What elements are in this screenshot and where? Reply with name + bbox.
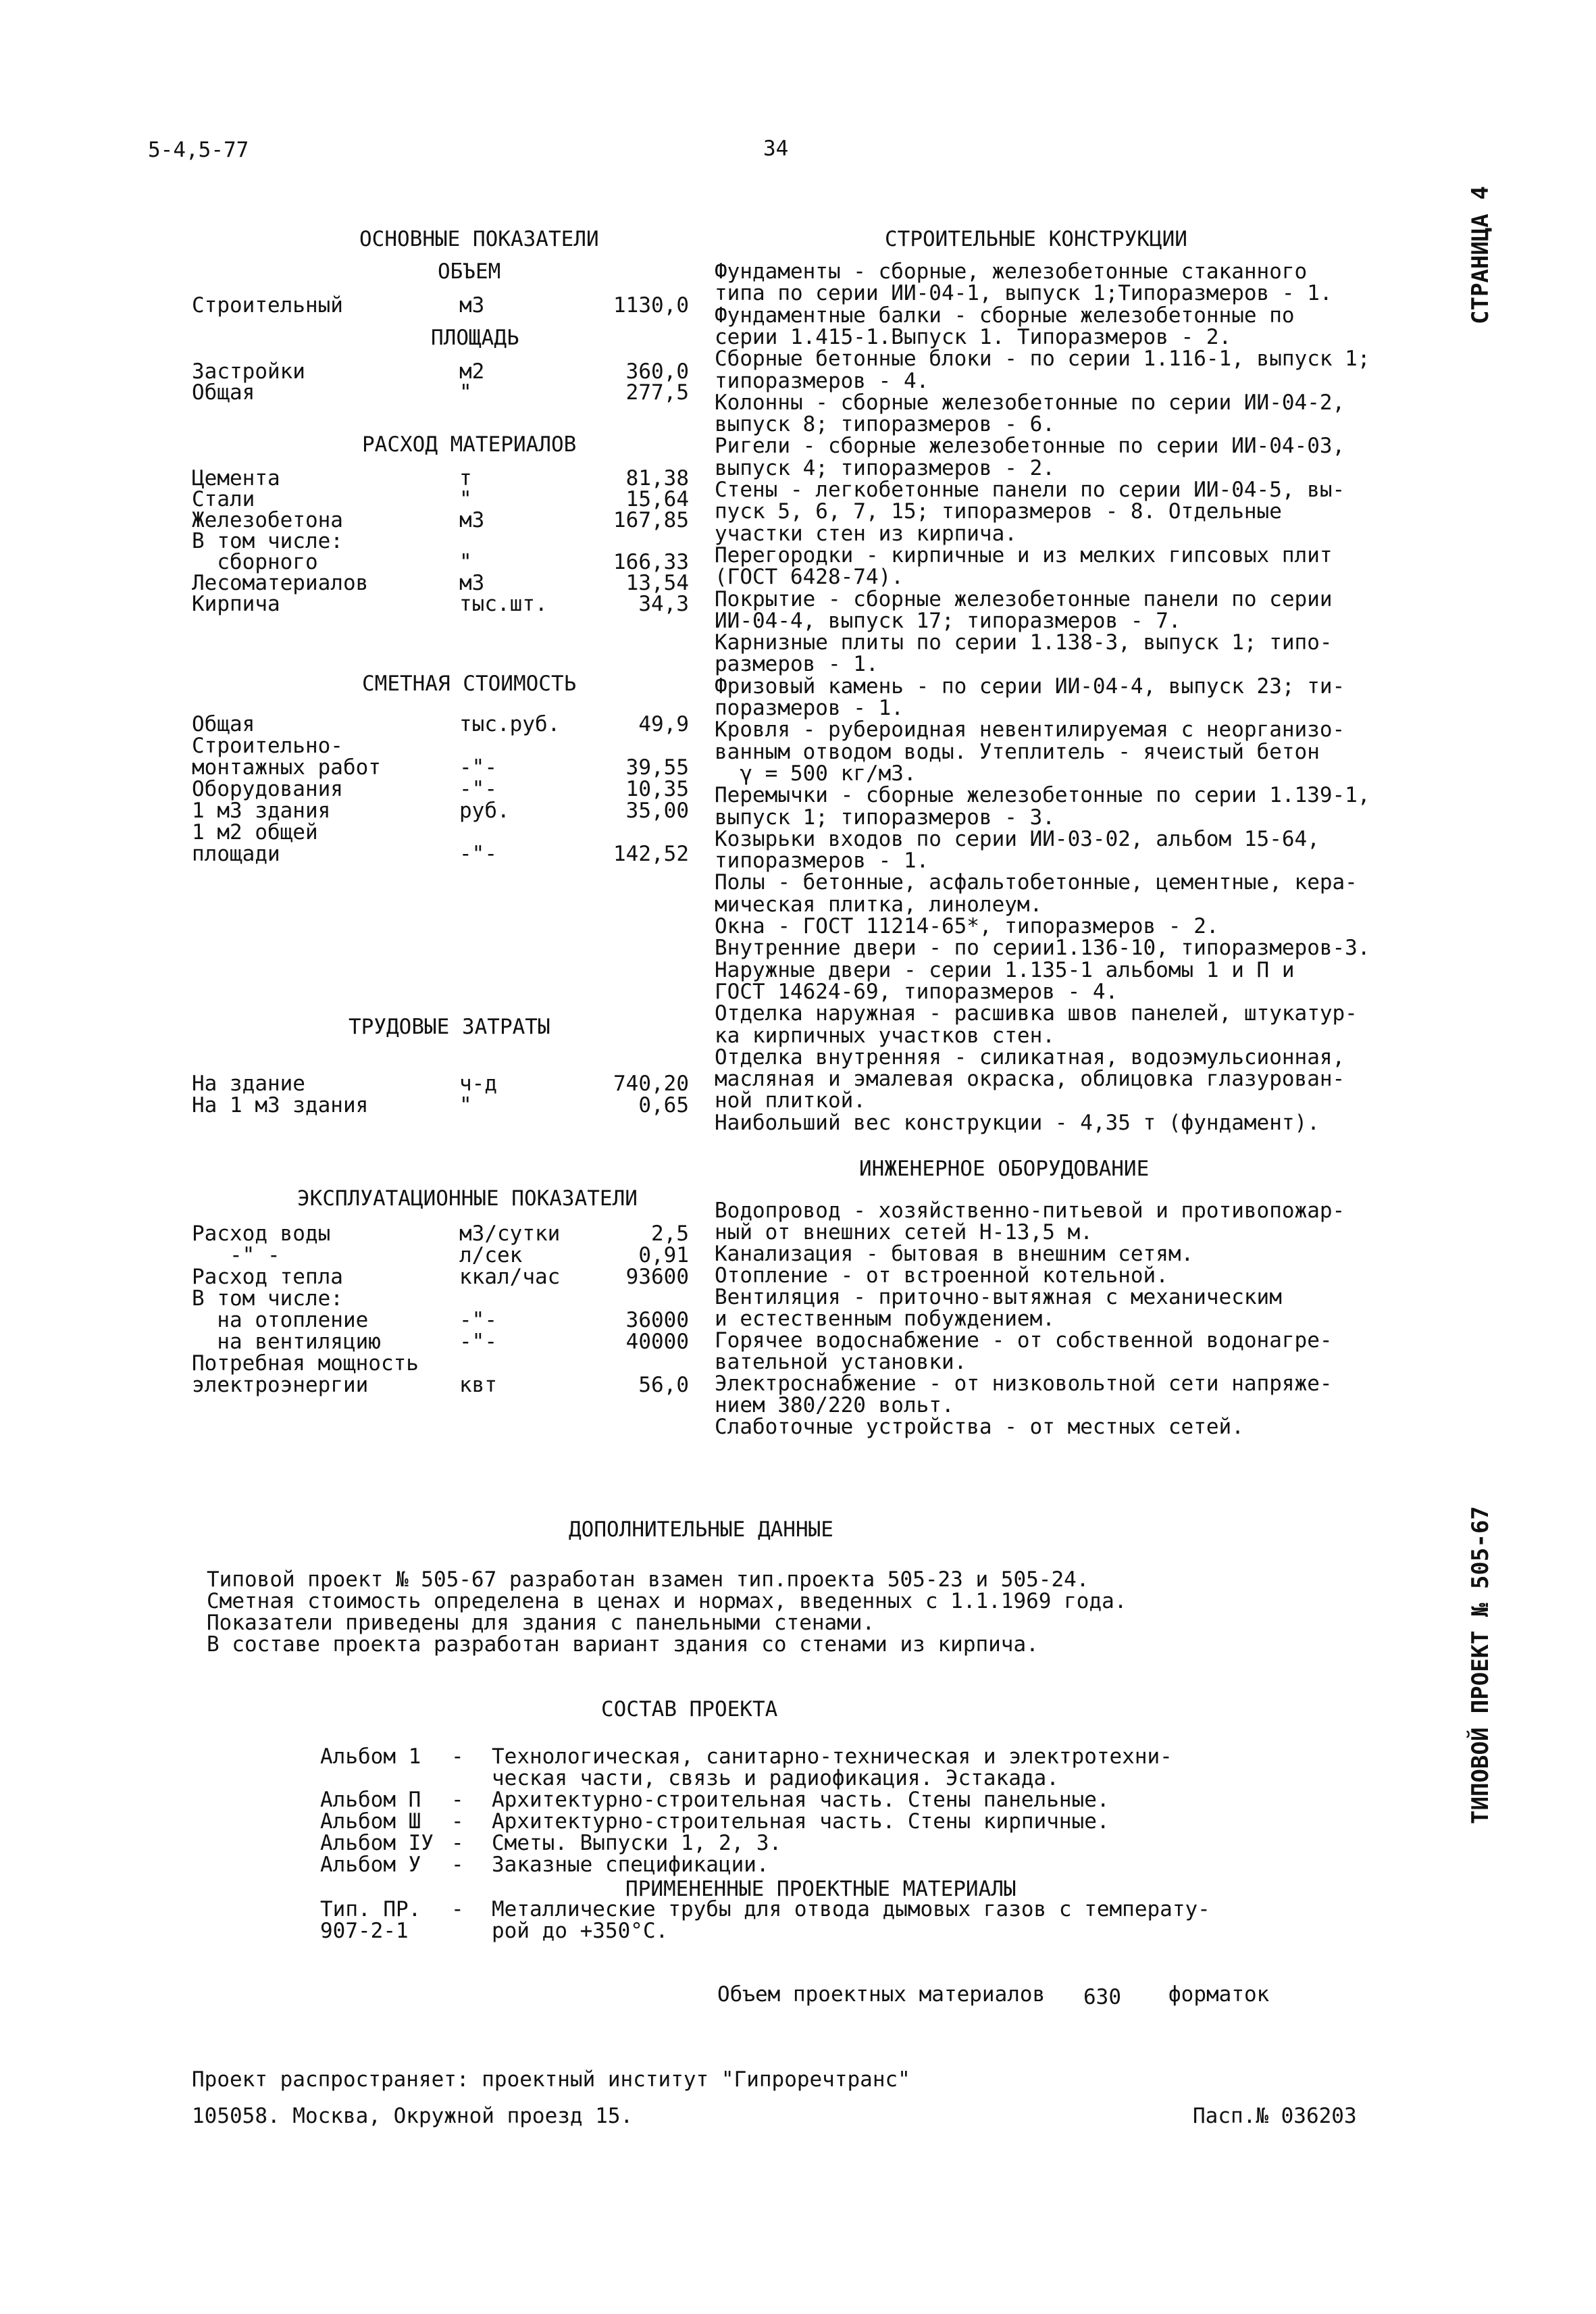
text-line: выпуск 4; типоразмеров - 2.	[715, 455, 1055, 480]
text-line: Полы - бетонные, асфальтобетонные, цементные, кера-	[715, 870, 1358, 895]
text-line: ГОСТ 14624-69, типоразмеров - 4.	[715, 979, 1118, 1004]
row-value: 0,91	[638, 1243, 689, 1267]
side-page-label: СТРАНИЦА 4	[1467, 186, 1494, 324]
indicator-row	[0, 509, 716, 532]
text-line: Канализация - бытовая в внешним сетям.	[715, 1242, 1194, 1266]
labor-heading: ТРУДОВЫЕ ЗАТРАТЫ	[349, 1015, 550, 1039]
text-line: Сметная стоимость определена в ценах и нормах, введенных с 1.1.1969 года.	[207, 1589, 1127, 1613]
text-line: масляная и эмалевая окраска, облицовка глазурован-	[715, 1067, 1345, 1092]
text-line: В составе проекта разработан вариант здания со стенами из кирпича.	[207, 1632, 1039, 1657]
text-line: Перегородки - кирпичные и из мелких гипсовых плит	[715, 543, 1333, 568]
row-label: Потребная мощность	[192, 1351, 419, 1376]
row-unit: руб.	[459, 799, 510, 823]
indicator-row	[0, 1353, 716, 1375]
row-unit: "	[459, 487, 472, 511]
album-text: ческая части, связь и радиофикация. Эстакада.	[492, 1766, 1059, 1790]
row-value: 740,20	[613, 1072, 689, 1096]
text-line: ванным отводом воды. Утеплитель - ячеистый бетон	[715, 739, 1320, 764]
text-line: Наибольший вес конструкции - 4,35 т (фундамент).	[715, 1110, 1320, 1135]
row-value: 166,33	[613, 550, 689, 574]
indicator-row	[0, 1331, 716, 1353]
album-name: 907-2-1	[320, 1919, 409, 1943]
album-row	[0, 1767, 1351, 1790]
indicator-row	[0, 778, 716, 801]
row-value: 81,38	[625, 466, 689, 491]
indicator-row	[0, 1223, 716, 1245]
row-label: На здание	[192, 1072, 305, 1096]
album-row	[0, 1832, 1351, 1855]
text-line: вательной установки.	[715, 1350, 967, 1374]
row-value: 35,00	[625, 799, 689, 823]
row-value: 10,35	[625, 777, 689, 801]
row-value: 167,85	[613, 508, 689, 532]
album-row	[0, 1789, 1351, 1811]
row-label: 1 м2 общей	[192, 820, 318, 845]
row-label: Застройки	[192, 359, 305, 384]
row-label: Кирпича	[192, 592, 280, 616]
album-text: Заказные спецификации.	[492, 1853, 769, 1877]
text-line: Слаботочные устройства - от местных сетей.	[715, 1415, 1244, 1439]
album-name: Альбом У	[320, 1853, 421, 1877]
row-unit: квт	[459, 1373, 497, 1397]
text-line: типа по серии ИИ-04-1, выпуск 1;Типоразмеров - 1.	[715, 281, 1333, 306]
indicator-row	[0, 468, 716, 490]
constructions-title: СТРОИТЕЛЬНЫЕ КОНСТРУКЦИИ	[885, 227, 1187, 251]
text-line: серии 1.415-1.Выпуск 1. Типоразмеров - 2.	[715, 324, 1232, 349]
album-dash: -	[451, 1831, 464, 1855]
row-label: 1 м3 здания	[192, 799, 331, 823]
indicator-row	[0, 843, 716, 865]
volume-prefix: Объем проектных материалов	[717, 1982, 1046, 2007]
album-name: Альбом П	[320, 1788, 421, 1812]
engineering-title: ИНЖЕНЕРНОЕ ОБОРУДОВАНИЕ	[859, 1157, 1150, 1181]
row-value: 15,64	[625, 487, 689, 511]
row-label: на вентиляцию	[192, 1330, 381, 1354]
album-name: Альбом Ш	[320, 1809, 421, 1834]
album-dash: -	[451, 1744, 464, 1769]
text-line: участки стен из кирпича.	[715, 521, 1017, 546]
row-unit: тыс.руб.	[459, 712, 561, 736]
text-line: и естественным побуждением.	[715, 1307, 1055, 1331]
row-value: 2,5	[651, 1222, 689, 1246]
additional-title: ДОПОЛНИТЕЛЬНЫЕ ДАННЫЕ	[569, 1517, 833, 1542]
row-value: 277,5	[625, 380, 689, 405]
row-unit: м2	[459, 359, 485, 384]
text-line: Электроснабжение - от низковольтной сети напряже-	[715, 1372, 1333, 1396]
indicator-row	[0, 1309, 716, 1332]
applied-title: ПРИМЕНЕННЫЕ ПРОЕКТНЫЕ МАТЕРИАЛЫ	[625, 1877, 1016, 1901]
indicators-title: ОСНОВНЫЕ ПОКАЗАТЕЛИ	[359, 227, 599, 251]
text-line: ной плиткой.	[715, 1088, 866, 1113]
row-value: 13,54	[625, 571, 689, 595]
row-label: электроэнергии	[192, 1373, 369, 1397]
row-label: В том числе:	[192, 1286, 343, 1311]
footer-distributor: Проект распространяет: проектный институт "Гипроречтранс"	[192, 2067, 910, 2092]
side-project-label: ТИПОВОЙ ПРОЕКТ № 505-67	[1467, 1506, 1494, 1824]
row-value: 49,9	[638, 712, 689, 736]
text-line: Водопровод - хозяйственно-питьевой и противопожар-	[715, 1199, 1345, 1223]
footer-passport: Пасп.№ 036203	[1193, 2104, 1357, 2128]
album-name: Альбом 1	[320, 1744, 421, 1769]
row-value: 0,65	[638, 1093, 689, 1117]
text-line: выпуск 1; типоразмеров - 3.	[715, 805, 1055, 830]
row-unit: "	[459, 1093, 472, 1117]
text-line: Отделка наружная - расшивка швов панелей, штукатур-	[715, 1001, 1358, 1026]
row-label: сборного	[192, 550, 318, 574]
row-label: Строительный	[192, 293, 343, 318]
indicator-row	[0, 295, 716, 317]
row-label: на отопление	[192, 1308, 369, 1332]
row-value: 1130,0	[613, 293, 689, 318]
text-line: Стены - легкобетонные панели по серии ИИ-04-5, вы-	[715, 478, 1345, 502]
album-text: Архитектурно-строительная часть. Стены кирпичные.	[492, 1809, 1110, 1834]
indicator-row	[0, 530, 716, 553]
text-line: Окна - ГОСТ 11214-65*, типоразмеров - 2.	[715, 914, 1219, 938]
indicator-row	[0, 1266, 716, 1288]
indicator-row	[0, 735, 716, 757]
cost-heading: СМЕТНАЯ СТОИМОСТЬ	[362, 672, 577, 696]
album-row	[0, 1854, 1351, 1876]
album-text: Металлические трубы для отвода дымовых газов с температу-	[492, 1897, 1210, 1921]
row-label: Общая	[192, 712, 255, 736]
row-unit: м3/сутки	[459, 1222, 561, 1246]
row-unit: -"-	[459, 1308, 497, 1332]
album-dash: -	[451, 1809, 464, 1834]
text-line: Сборные бетонные блоки - по серии 1.116-1, выпуск 1;	[715, 347, 1370, 372]
indicator-row	[0, 572, 716, 595]
text-line: поразмеров - 1.	[715, 696, 904, 720]
row-label: площади	[192, 842, 280, 866]
row-label: Общая	[192, 380, 255, 405]
operation-title: ЭКСПЛУАТАЦИОННЫЕ ПОКАЗАТЕЛИ	[297, 1186, 638, 1211]
text-line: нием 380/220 вольт.	[715, 1393, 954, 1417]
text-line: типоразмеров - 1.	[715, 849, 929, 874]
album-dash: -	[451, 1788, 464, 1812]
text-line: ИИ-04-4, выпуск 17; типоразмеров - 7.	[715, 608, 1181, 633]
text-line: Козырьки входов по серии ИИ-03-02, альбом 15-64,	[715, 826, 1320, 851]
text-line: γ = 500 кг/м3.	[715, 761, 917, 786]
row-value: 360,0	[625, 359, 689, 384]
album-text: рой до +350°С.	[492, 1919, 669, 1943]
indicator-row	[0, 800, 716, 822]
row-unit: ккал/час	[459, 1265, 561, 1289]
row-unit: -"-	[459, 755, 497, 780]
text-line: Типовой проект № 505-67 разработан взамен тип.проекта 505-23 и 505-24.	[207, 1567, 1089, 1592]
row-label: Расход воды	[192, 1222, 331, 1246]
album-row	[0, 1811, 1351, 1833]
row-unit: м3	[459, 508, 485, 532]
page-number: 34	[763, 136, 789, 161]
text-line: Вентиляция - приточно-вытяжная с механическим	[715, 1285, 1282, 1309]
indicator-row	[0, 488, 716, 511]
row-unit: -"-	[459, 842, 497, 866]
indicator-row	[0, 361, 716, 383]
album-row	[0, 1898, 1351, 1921]
row-unit: -"-	[459, 1330, 497, 1354]
text-line: Перемычки - сборные железобетонные по серии 1.139-1,	[715, 783, 1370, 808]
row-unit: -"-	[459, 777, 497, 801]
text-line: Горячее водоснабжение - от собственной водонагре-	[715, 1328, 1333, 1353]
indicator-row	[0, 382, 716, 404]
row-label: Железобетона	[192, 508, 343, 532]
row-value: 40000	[625, 1330, 689, 1354]
row-value: 142,52	[613, 842, 689, 866]
row-value: 93600	[625, 1265, 689, 1289]
text-line: ка кирпичных участков стен.	[715, 1023, 1055, 1048]
indicator-row	[0, 593, 716, 615]
row-label: В том числе:	[192, 529, 343, 553]
volume-value: 630	[1083, 1985, 1121, 2009]
album-text: Сметы. Выпуски 1, 2, 3.	[492, 1831, 782, 1855]
row-value: 34,3	[638, 592, 689, 616]
document-code: 5-4,5-77	[148, 138, 249, 162]
indicator-row	[0, 1095, 716, 1117]
row-unit: ч-д	[459, 1072, 497, 1096]
row-unit: м3	[459, 571, 485, 595]
text-line: Карнизные плиты по серии 1.138-3, выпуск 1; типо-	[715, 630, 1333, 655]
album-row	[0, 1920, 1351, 1942]
indicator-row	[0, 713, 716, 736]
row-label: Лесоматериалов	[192, 571, 369, 595]
area-heading: ПЛОЩАДЬ	[431, 326, 519, 350]
row-value: 56,0	[638, 1373, 689, 1397]
text-line: Ригели - сборные железобетонные по серии ИИ-04-03,	[715, 434, 1345, 459]
indicator-row	[0, 822, 716, 844]
row-label: Стали	[192, 487, 255, 511]
album-dash: -	[451, 1853, 464, 1877]
row-label: Строительно-	[192, 734, 343, 758]
row-value: 39,55	[625, 755, 689, 780]
row-label: Оборудования	[192, 777, 343, 801]
album-name: Альбом IУ	[320, 1831, 434, 1855]
row-unit: "	[459, 380, 472, 405]
text-line: Наружные двери - серии 1.135-1 альбомы 1 и П и	[715, 957, 1295, 982]
indicator-row	[0, 1374, 716, 1397]
volume-heading: ОБЪЕМ	[438, 259, 501, 284]
indicator-row	[0, 1244, 716, 1267]
row-label: Расход тепла	[192, 1265, 343, 1289]
composition-title: СОСТАВ ПРОЕКТА	[601, 1697, 778, 1721]
row-value: 36000	[625, 1308, 689, 1332]
text-line: Фундаменты - сборные, железобетонные стаканного	[715, 259, 1308, 284]
row-unit: тыс.шт.	[459, 592, 548, 616]
row-unit: т	[459, 466, 472, 491]
album-name: Тип. ПР.	[320, 1897, 421, 1921]
row-unit: л/сек	[459, 1243, 523, 1267]
row-unit: м3	[459, 293, 485, 318]
text-line: мическая плитка, линолеум.	[715, 892, 1043, 917]
text-line: типоразмеров - 4.	[715, 368, 929, 393]
row-label: монтажных работ	[192, 755, 381, 780]
materials-heading: РАСХОД МАТЕРИАЛОВ	[362, 432, 577, 457]
text-line: Кровля - рубероидная невентилируемая с неорганизо-	[715, 718, 1345, 743]
text-line: Фризовый камень - по серии ИИ-04-4, выпуск 23; ти-	[715, 674, 1345, 699]
text-line: Внутренние двери - по серии1.136-10, типоразмеров-3.	[715, 936, 1370, 961]
album-dash: -	[451, 1897, 464, 1921]
footer-address: 105058. Москва, Окружной проезд 15.	[192, 2104, 634, 2128]
text-line: Отопление - от встроенной котельной.	[715, 1263, 1168, 1288]
text-line: пуск 5, 6, 7, 15; типоразмеров - 8. Отдельные	[715, 499, 1282, 524]
album-text: Архитектурно-строительная часть. Стены панельные.	[492, 1788, 1110, 1812]
text-line: ный от внешних сетей Н-13,5 м.	[715, 1220, 1093, 1244]
text-line: Покрытие - сборные железобетонные панели по серии	[715, 586, 1333, 611]
text-line: размеров - 1.	[715, 652, 879, 677]
text-line: (ГОСТ 6428-74).	[715, 565, 904, 590]
row-unit: "	[459, 550, 472, 574]
text-line: выпуск 8; типоразмеров - 6.	[715, 412, 1055, 437]
indicator-row	[0, 1073, 716, 1095]
indicator-row	[0, 757, 716, 779]
indicator-row	[0, 1288, 716, 1310]
album-text: Технологическая, санитарно-техническая и электротехни-	[492, 1744, 1173, 1769]
row-label: На 1 м3 здания	[192, 1093, 369, 1117]
volume-suffix: форматок	[1168, 1982, 1270, 2007]
text-line: Колонны - сборные железобетонные по серии ИИ-04-2,	[715, 390, 1345, 415]
text-line: Фундаментные балки - сборные железобетонные по	[715, 303, 1295, 328]
row-label: -" -	[192, 1243, 280, 1267]
album-row	[0, 1746, 1351, 1768]
row-label: Цемента	[192, 466, 280, 491]
text-line: Показатели приведены для здания с панельными стенами.	[207, 1611, 875, 1635]
text-line: Отделка внутренняя - силикатная, водоэмульсионная,	[715, 1045, 1345, 1070]
